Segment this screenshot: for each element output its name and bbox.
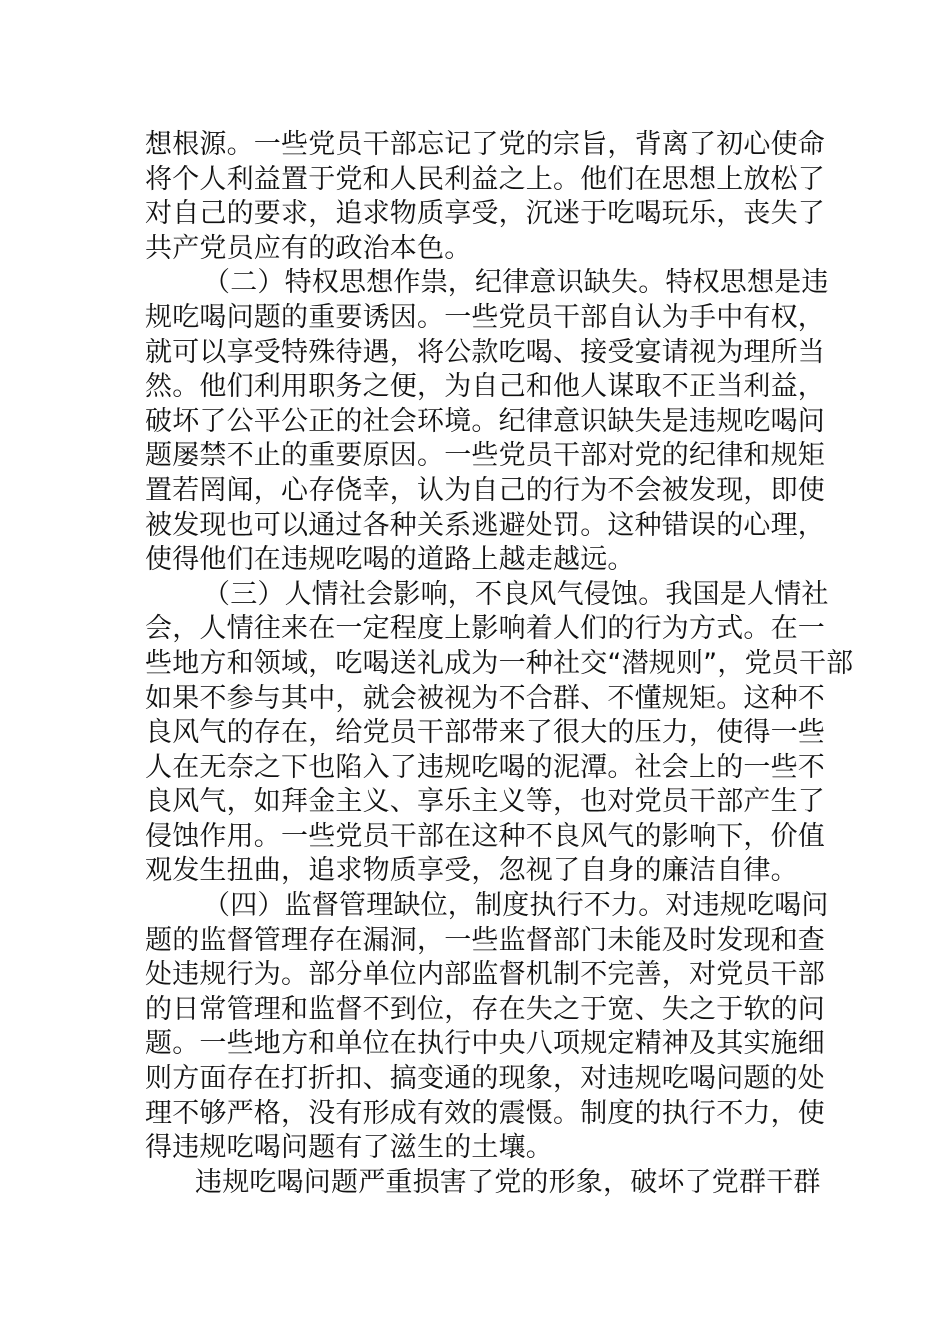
text-line: 就可以享受特殊待遇，将公款吃喝、接受宴请视为理所当 bbox=[145, 336, 825, 368]
text-line: 处违规行为。部分单位内部监督机制不完善，对党员干部 bbox=[145, 959, 825, 991]
text-line: 如果不参与其中，就会被视为不合群、不懂规矩。这种不 bbox=[145, 682, 825, 714]
text-line: 共产党员应有的政治本色。 bbox=[145, 232, 472, 264]
text-line: 被发现也可以通过各种关系逃避处罚。这种错误的心理， bbox=[145, 509, 825, 541]
text-line: 将个人利益置于党和人民利益之上。他们在思想上放松了 bbox=[145, 163, 825, 195]
section-heading-line: （三）人情社会影响，不良风气侵蚀。我国是人情社 bbox=[203, 578, 829, 610]
paragraph-start-line: 违规吃喝问题严重损害了党的形象，破坏了党群干群 bbox=[195, 1166, 821, 1198]
text-line: 理不够严格，没有形成有效的震慑。制度的执行不力，使 bbox=[145, 1097, 825, 1129]
text-line: 对自己的要求，追求物质享受，沉迷于吃喝玩乐，丧失了 bbox=[145, 198, 825, 230]
text-line: 的日常管理和监督不到位，存在失之于宽、失之于软的问 bbox=[145, 993, 825, 1025]
text-line: 人在无奈之下也陷入了违规吃喝的泥潭。社会上的一些不 bbox=[145, 751, 825, 783]
text-line: 题的监督管理存在漏洞，一些监督部门未能及时发现和查 bbox=[145, 924, 825, 956]
text-line: 然。他们利用职务之便，为自己和他人谋取不正当利益， bbox=[145, 371, 825, 403]
section-heading-line: （二）特权思想作祟，纪律意识缺失。特权思想是违 bbox=[203, 267, 829, 299]
text-line: 题。一些地方和单位在执行中央八项规定精神及其实施细 bbox=[145, 1028, 825, 1060]
text-line: 观发生扭曲，追求物质享受，忽视了自身的廉洁自律。 bbox=[145, 855, 798, 887]
text-line: 良风气的存在，给党员干部带来了很大的压力，使得一些 bbox=[145, 717, 825, 749]
text-line: 使得他们在违规吃喝的道路上越走越远。 bbox=[145, 544, 635, 576]
text-line: 规吃喝问题的重要诱因。一些党员干部自认为手中有权， bbox=[145, 301, 825, 333]
text-line: 会，人情往来在一定程度上影响着人们的行为方式。在一 bbox=[145, 613, 825, 645]
text-line: 想根源。一些党员干部忘记了党的宗旨，背离了初心使命 bbox=[145, 129, 825, 160]
text-line: 破坏了公平公正的社会环境。纪律意识缺失是违规吃喝问 bbox=[145, 405, 825, 437]
text-line: 侵蚀作用。一些党员干部在这种不良风气的影响下，价值 bbox=[145, 820, 825, 852]
section-heading-line: （四）监督管理缺位，制度执行不力。对违规吃喝问 bbox=[203, 890, 829, 922]
text-line: 题屡禁不止的重要原因。一些党员干部对党的纪律和规矩 bbox=[145, 440, 825, 472]
body-text bbox=[145, 128, 854, 1200]
text-line: 则方面存在打折扣、搞变通的现象，对违规吃喝问题的处 bbox=[145, 1063, 825, 1095]
text-line: 些地方和领域，吃喝送礼成为一种社交“潜规则”，党员干部 bbox=[145, 647, 854, 679]
text-line: 得违规吃喝问题有了滋生的土壤。 bbox=[145, 1132, 553, 1164]
text-line: 良风气，如拜金主义、享乐主义等，也对党员干部产生了 bbox=[145, 786, 825, 818]
text-line: 置若罔闻，心存侥幸，认为自己的行为不会被发现，即使 bbox=[145, 474, 825, 506]
